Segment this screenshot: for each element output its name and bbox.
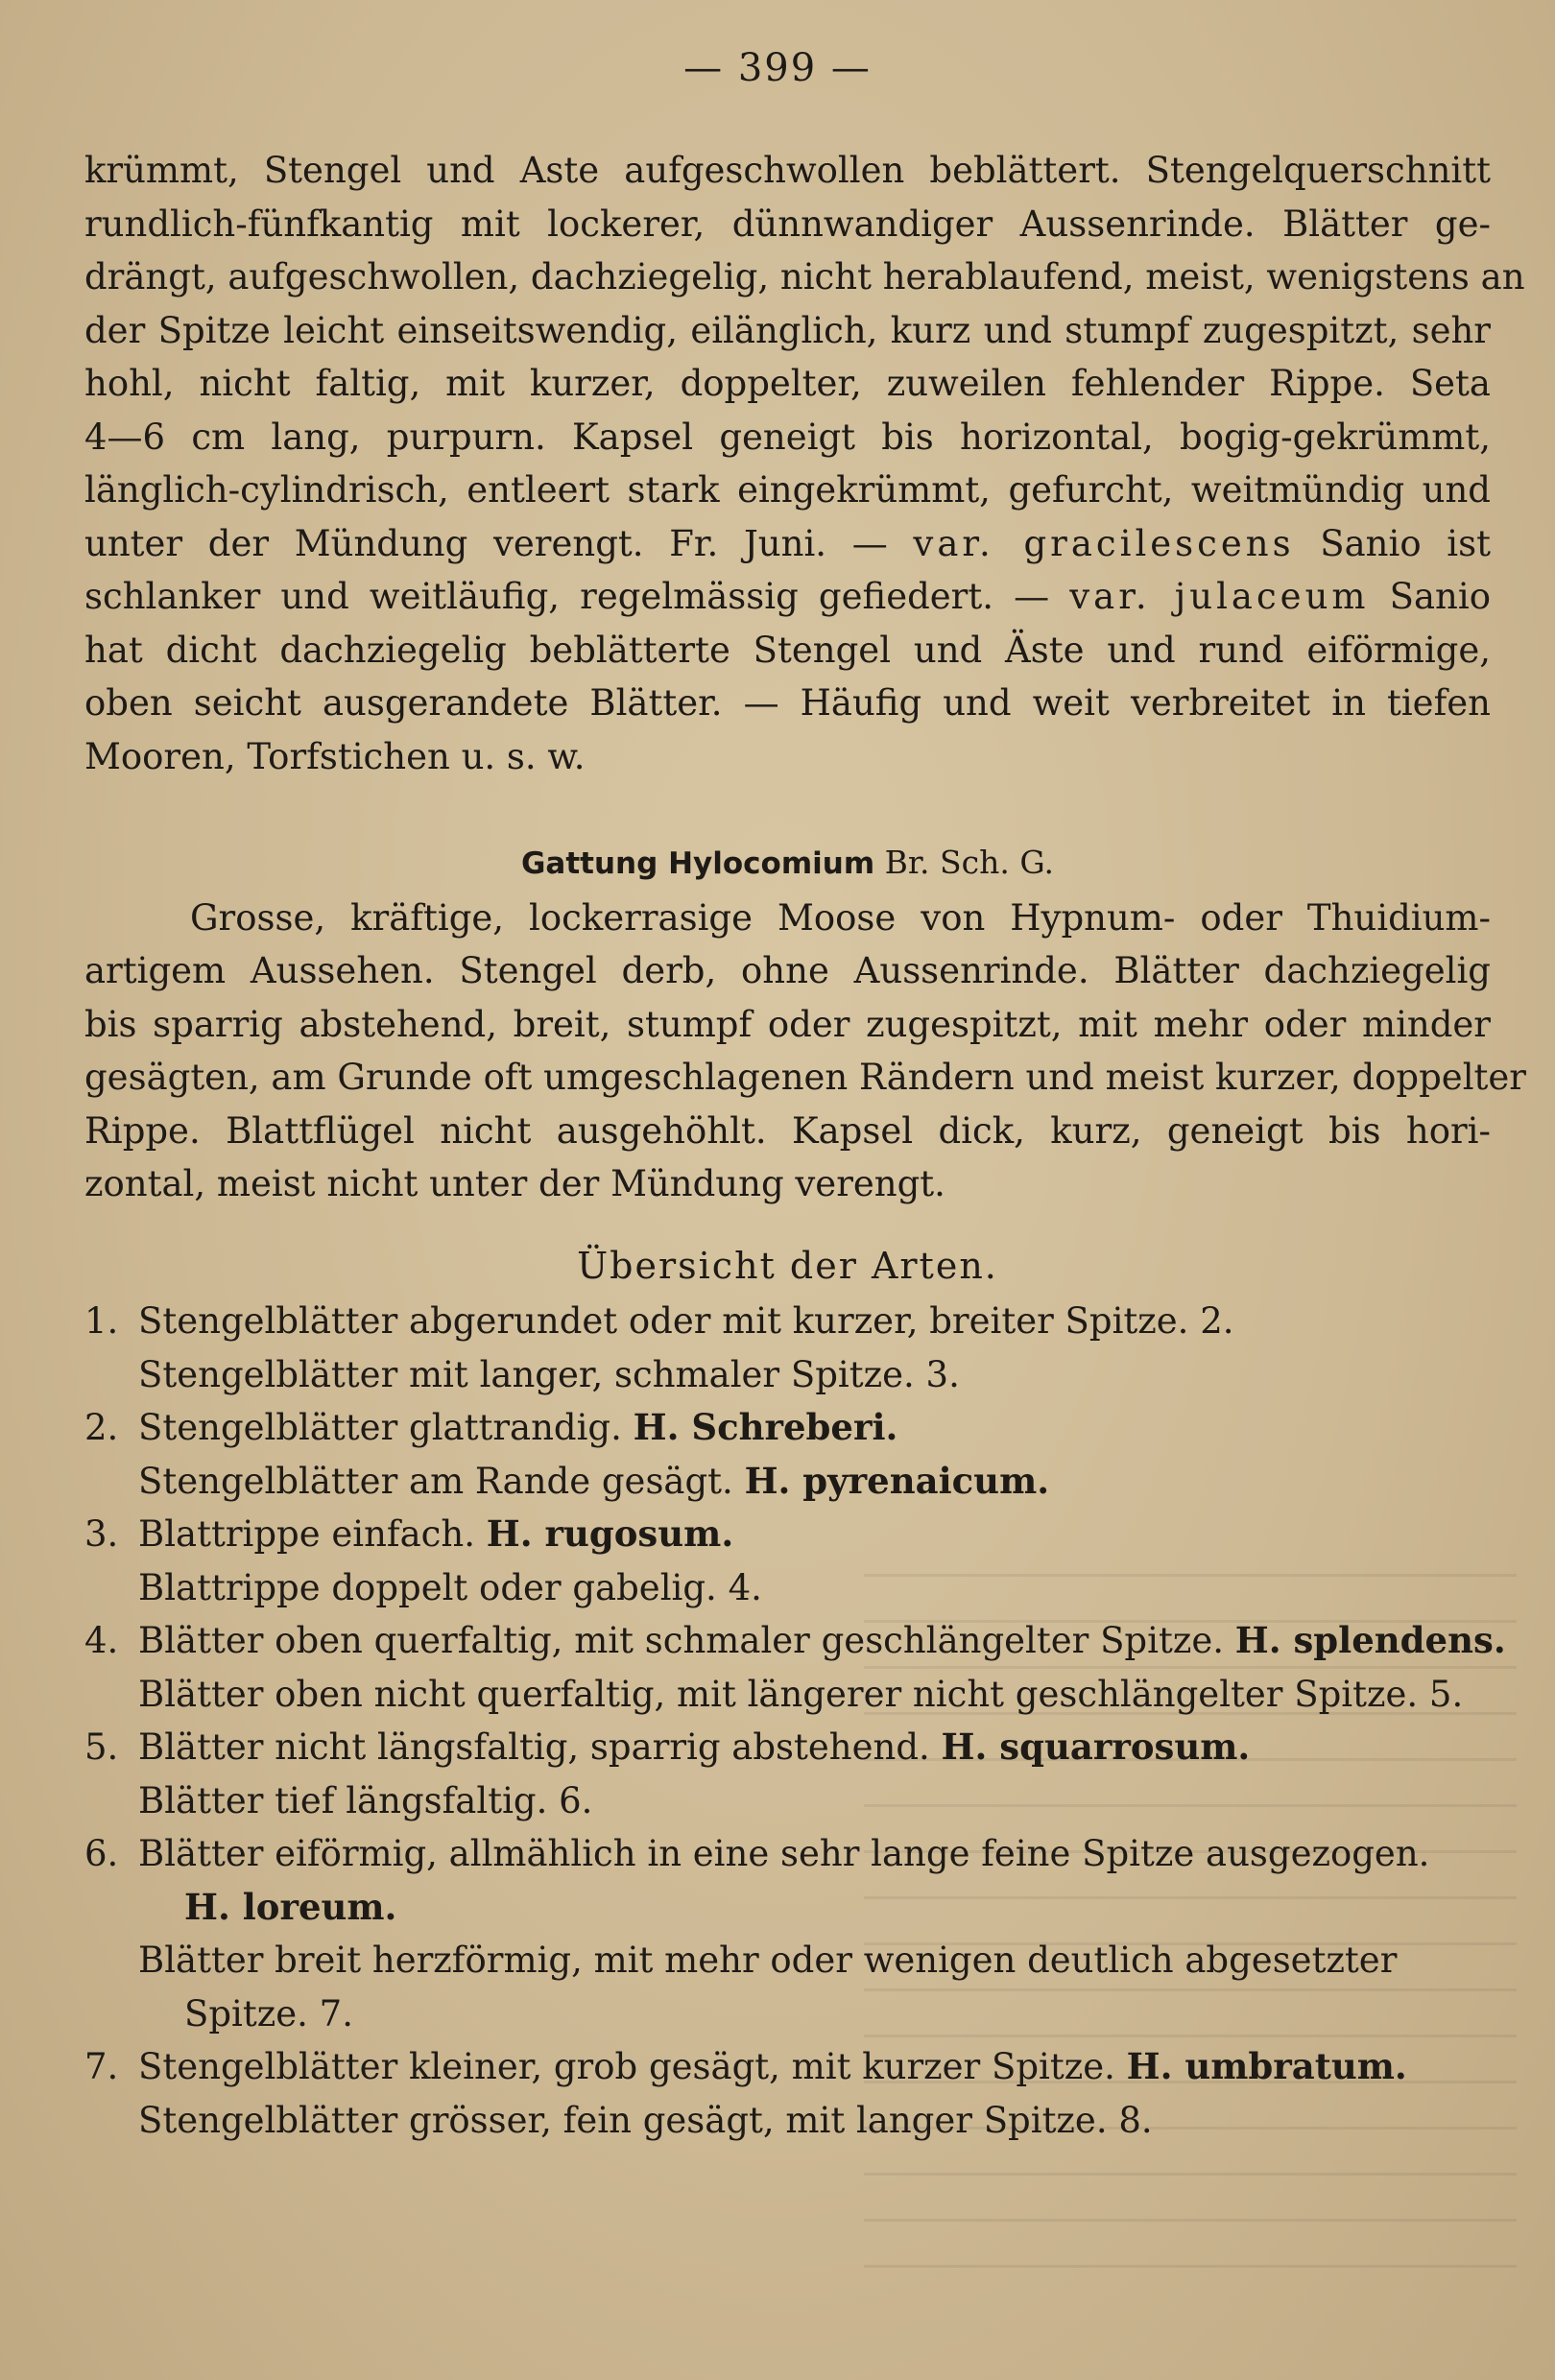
text-line: krümmt, Stengel und Aste aufgeschwollen beblättert. Stengelquerschnitt — [84, 150, 1491, 191]
key-entry — [84, 1987, 1491, 2041]
text-line: 4—6 cm lang, purpurn. Kapsel geneigt bis horizontal, bogig-gekrümmt, — [84, 416, 1491, 458]
key-text: Blätter breit herzförmig, mit mehr oder wenigen deutlich abgesetzter — [138, 1940, 1398, 1981]
text-line: hohl, nicht faltig, mit kurzer, doppelter, zuweilen fehlender Rippe. Seta — [84, 363, 1491, 404]
key-text: Stengelblätter grösser, fein gesägt, mit langer Spitze. 8. — [138, 2099, 1153, 2141]
key-entry — [84, 1348, 1491, 1402]
key-entry — [84, 1508, 1491, 1561]
page-number: — 399 — — [683, 46, 872, 90]
text-line: Mooren, Torfstichen u. s. w. — [84, 735, 586, 777]
key-number: 6. — [84, 1833, 119, 1874]
key-text: Blätter oben nicht querfaltig, mit längerer nicht geschlängelter Spitze. 5. — [138, 1673, 1464, 1715]
species-name: H. rugosum. — [486, 1512, 734, 1555]
key-title: Übersicht der Arten. — [577, 1244, 998, 1287]
text-line: rundlich-fünfkantig mit lockerer, dünnwandiger Aussenrinde. Blätter ge- — [84, 202, 1491, 245]
text-run: Sanio ist — [1294, 522, 1491, 564]
text-line: oben seicht ausgerandete Blätter. — Häufig und weit verbreitet in tiefen — [84, 682, 1491, 724]
text-line: Rippe. Blattflügel nicht ausgehöhlt. Kapsel dick, kurz, geneigt bis hori- — [84, 1109, 1491, 1152]
key-text: Blätter oben querfaltig, mit schmaler geschlängelter Spitze. — [138, 1620, 1235, 1661]
variety-name: var. gracilescens — [913, 522, 1295, 564]
key-text: Blattrippe einfach. — [138, 1513, 487, 1555]
text-line — [84, 517, 1491, 571]
text-line: drängt, aufgeschwollen, dachziegelig, nicht herablaufend, meist, wenigstens an — [84, 256, 1525, 298]
text-line — [84, 570, 1491, 624]
key-text: Stengelblätter glattrandig. — [138, 1407, 634, 1448]
key-text: Stengelblätter mit langer, schmaler Spitze. 3. — [138, 1353, 960, 1395]
key-text: Stengelblätter am Rande gesägt. — [138, 1460, 745, 1502]
genus-name: Gattung Hylocomium — [520, 846, 875, 881]
species-name: H. Schreberi. — [633, 1406, 898, 1448]
key-text: Spitze. 7. — [184, 1992, 353, 2035]
genus-heading — [84, 835, 1491, 892]
key-text: Blätter eiförmig, allmählich in eine sehr lange feine Spitze ausgezogen. — [138, 1833, 1430, 1874]
species-key — [84, 1295, 1506, 2147]
text-line: der Spitze leicht einseitswendig, eilänglich, kurz und stumpf zugespitzt, sehr — [84, 309, 1491, 351]
key-entry — [84, 1774, 1491, 1828]
text-line: zontal, meist nicht unter der Mündung verengt. — [84, 1163, 945, 1204]
key-number: 5. — [84, 1726, 119, 1768]
text-run: unter der Mündung verengt. Fr. Juni. — — [84, 522, 914, 564]
species-name: H. pyrenaicum. — [744, 1459, 1050, 1502]
key-entry — [84, 1561, 1491, 1615]
text-line: länglich-cylindrisch, entleert stark eingekrümmt, gefurcht, weitmündig und — [84, 469, 1491, 511]
key-number: 3. — [84, 1513, 119, 1555]
text-line: hat dicht dachziegelig beblätterte Stengel und Äste und rund eiförmige, — [84, 629, 1491, 671]
key-entry — [84, 1934, 1491, 1987]
key-entry — [84, 1455, 1491, 1509]
text-line: artigem Aussehen. Stengel derb, ohne Aussenrinde. Blätter dachziegelig — [84, 950, 1491, 991]
key-text: Blattrippe doppelt oder gabelig. 4. — [138, 1566, 762, 1608]
key-entry — [84, 1614, 1506, 1668]
key-entry — [84, 1668, 1491, 1722]
species-name: H. loreum. — [184, 1885, 397, 1928]
key-number: 4. — [84, 1620, 119, 1661]
genus-authority: Br. Sch. G. — [874, 844, 1055, 881]
species-name: H. squarrosum. — [941, 1726, 1251, 1768]
key-text: Stengelblätter abgerundet oder mit kurzer, breiter Spitze. 2. — [138, 1300, 1234, 1342]
key-number: 7. — [84, 2046, 119, 2087]
key-text: Blätter nicht längsfaltig, sparrig abstehend. — [138, 1726, 942, 1768]
key-number: 2. — [84, 1407, 119, 1448]
page-body — [84, 144, 1526, 2147]
text-line: bis sparrig abstehend, breit, stumpf oder zugespitzt, mit mehr oder minder — [84, 1003, 1491, 1045]
key-text: Stengelblätter kleiner, grob gesägt, mit kurzer Spitze. — [138, 2046, 1127, 2087]
key-entry — [84, 1401, 1491, 1455]
key-entry — [84, 1721, 1491, 1774]
species-description — [84, 144, 1525, 783]
key-entry — [84, 1295, 1491, 1348]
key-entry — [84, 1827, 1491, 1881]
key-text: Blätter tief längsfaltig. 6. — [138, 1779, 593, 1821]
text-run: Sanio — [1369, 576, 1491, 617]
key-entry — [84, 1881, 1491, 1935]
species-name: H. umbratum. — [1126, 2045, 1407, 2087]
text-run: schlanker und weitläufig, regelmässig gefiedert. — — [84, 576, 1070, 617]
species-name: H. splendens. — [1234, 1619, 1506, 1661]
key-entry — [84, 2040, 1491, 2094]
text-line: Grosse, kräftige, lockerrasige Moose von Hypnum- oder Thuidium- — [190, 896, 1491, 939]
key-entry — [84, 2094, 1491, 2148]
genus-description — [84, 892, 1526, 1211]
text-line: gesägten, am Grunde oft umgeschlagenen Rändern und meist kurzer, doppelter — [84, 1057, 1526, 1098]
variety-name: var. julaceum — [1069, 576, 1370, 617]
key-number: 1. — [84, 1300, 119, 1342]
